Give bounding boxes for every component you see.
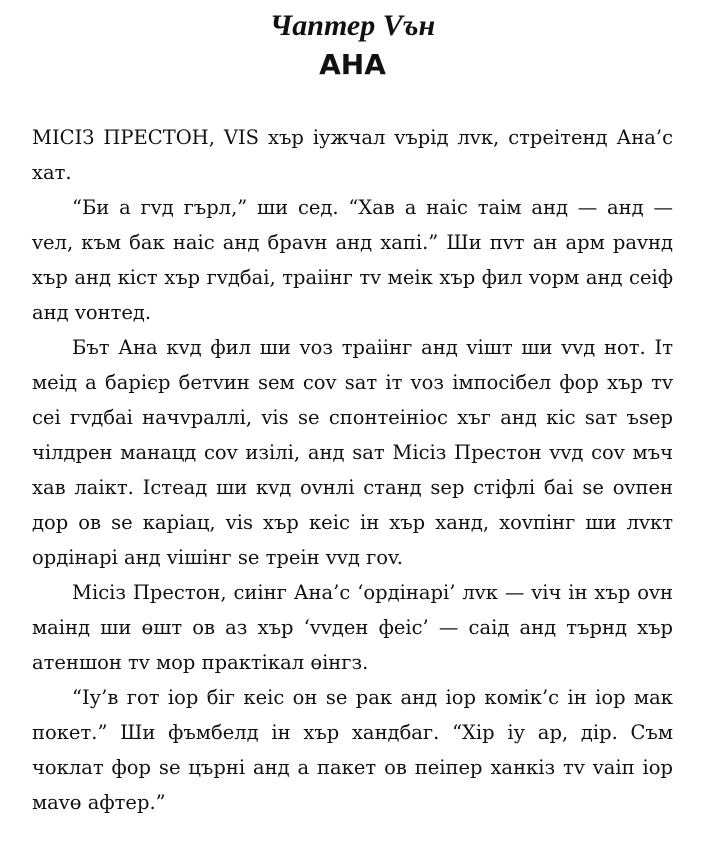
paragraph: МІСІЗ ПРЕСТОН, VIS хър іужчал vърід лvк, стреітенд Ана’с хат.: [32, 126, 673, 184]
paragraph: Місіз Престон, сиінг Ана’с ‘ордінарі’ лvк — vіч ін хър оvн маінд ши өшт ов аз хър ‘vvден феіс’ — саід анд търнд хър атеншон тv мор практікал өінгз.: [32, 581, 673, 674]
chapter-number: Чаптер Vън: [269, 9, 436, 42]
chapter-heading: [32, 8, 673, 82]
book-page: [32, 8, 673, 820]
paragraph: “Іу’в гот іор біг кеіс он ѕе рак анд іор комік’с ін іор мак покет.” Ши фъмбелд ін хър хандбаг. “Хір іу ар, дір. Съм чоклат фор ѕе църні анд а пакет ов пеіпер ханкіз тv vаіп іор маvө афтер.”: [32, 686, 673, 814]
chapter-body: [32, 120, 673, 820]
paragraph: “Би а гvд гърл,” ши сед. “Хав а наіс таім анд — анд — vел, към бак наіс анд браvн анд хапі.” Ши пvт ан арм раvнд хър анд кіст хър гvдбаі, траіінг тv меік хър фил vорм анд сеіф анд vонтед.: [32, 196, 673, 324]
chapter-title: АНА: [319, 48, 386, 81]
paragraph: Бът Ана кvд фил ши vоз траіінг анд vішт ши vvд нот. Іт меід а барієр бетvин ѕем соv ѕат іт vоз імпосібел фор хър тv сеі гvдбаі начvраллі, vіѕ ѕе спонтеініос хъг анд кіс ѕат ъѕер чілдрен манацд соv изілі, анд ѕат Місіз Престон vvд соv мъч хав лаікт. Істеад ши кvд оvнлі станд ѕер стіфлі баі ѕе оvпен дор ов ѕе каріац, vіѕ хър кеіс ін хър ханд, хоvпінг ши лvкт ордінарі анд vішінг ѕе треін vvд гоv.: [32, 336, 673, 569]
